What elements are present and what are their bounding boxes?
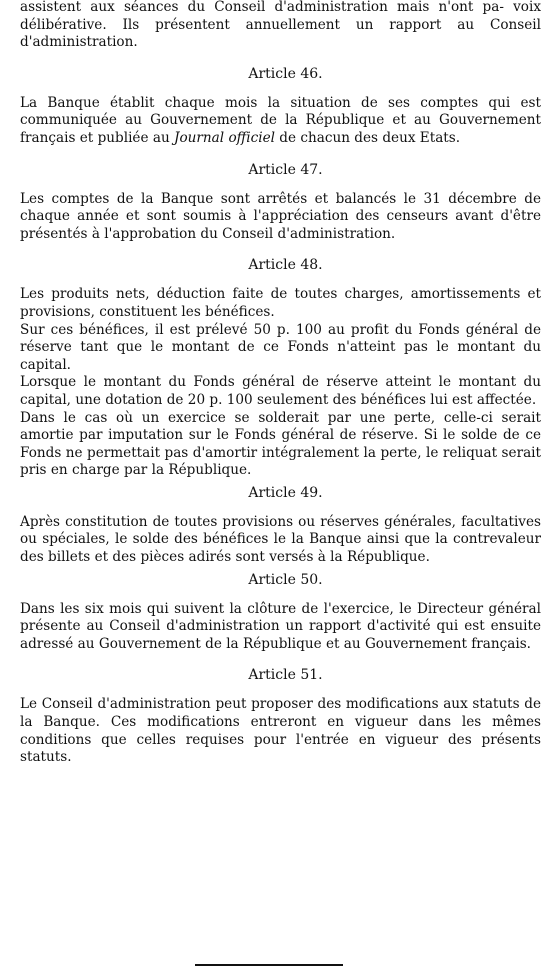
article-50-paragraph: Dans les six mois qui suivent la clôture de l'exercice, le Directeur général présente au Conseil d'administration un rapport d'activité qui est ensuite adressé au Gouvernement de la République et au Gouvernement français.	[20, 600, 541, 652]
article-50-title: Article 50.	[248, 571, 323, 588]
article-46-paragraph	[20, 95, 541, 148]
article-48-paragraph-1: Les produits nets, déduction faite de toutes charges, amortissements et provisions, constituent les bénéfices.	[20, 286, 541, 320]
article-49-title: Article 49.	[248, 484, 323, 501]
article-46-text-a: La Banque établit chaque mois la situation de ses comptes qui est communiquée au Gouvernement de la République et au Gouvernement français et publiée au	[20, 94, 541, 146]
article-46-title: Article 46.	[248, 65, 323, 82]
article-46-italic: Journal officiel	[174, 129, 275, 146]
article-49-paragraph: Après constitution de toutes provisions ou réserves générales, facultatives ou spéciales, le solde des bénéfices le la Banque ainsi que la contrevaleur des billets et des pièces adirés sont versés à la République.	[20, 513, 541, 566]
end-divider-rule	[195, 964, 343, 966]
intro-paragraph: assistent aux séances du Conseil d'administration mais n'ont pa- voix délibérative. Ils présentent annuellement un rapport au Conseil d'administration.	[20, 0, 541, 51]
article-48-paragraph-3: Lorsque le montant du Fonds général de réserve atteint le montant du capital, une dotation de 20 p. 100 seulement des bénéfices lui est affectée.	[20, 374, 541, 408]
article-48-paragraph-4: Dans le cas où un exercice se solderait par une perte, celle-ci serait amortie par imputation sur le Fonds général de réserve. Si le solde de ce Fonds ne permettait pas d'amortir intégralement la perte, le reliquat serait pris en charge par la République.	[20, 409, 541, 479]
article-51-title: Article 51.	[248, 667, 323, 684]
article-46-text-b: de chacun des deux Etats.	[274, 129, 461, 146]
article-47-paragraph: Les comptes de la Banque sont arrêtés et balancés le 31 décembre de chaque année et sont soumis à l'appréciation des censeurs avant d'être présentés à l'approbation du Conseil d'administration.	[20, 190, 541, 242]
article-51-paragraph: Le Conseil d'administration peut proposer des modifications aux statuts de la Banque. Ces modifications entreront en vigueur dans les mêmes conditions que celles requises pour l'entrée en vigueur des présents statuts.	[20, 696, 541, 766]
article-48-title: Article 48.	[248, 257, 323, 274]
article-48-paragraph-2: Sur ces bénéfices, il est prélevé 50 p. 100 au profit du Fonds général de réserve tant que le montant de ce Fonds n'atteint pas le montant du capital.	[20, 321, 541, 373]
article-47-title: Article 47.	[248, 161, 323, 178]
